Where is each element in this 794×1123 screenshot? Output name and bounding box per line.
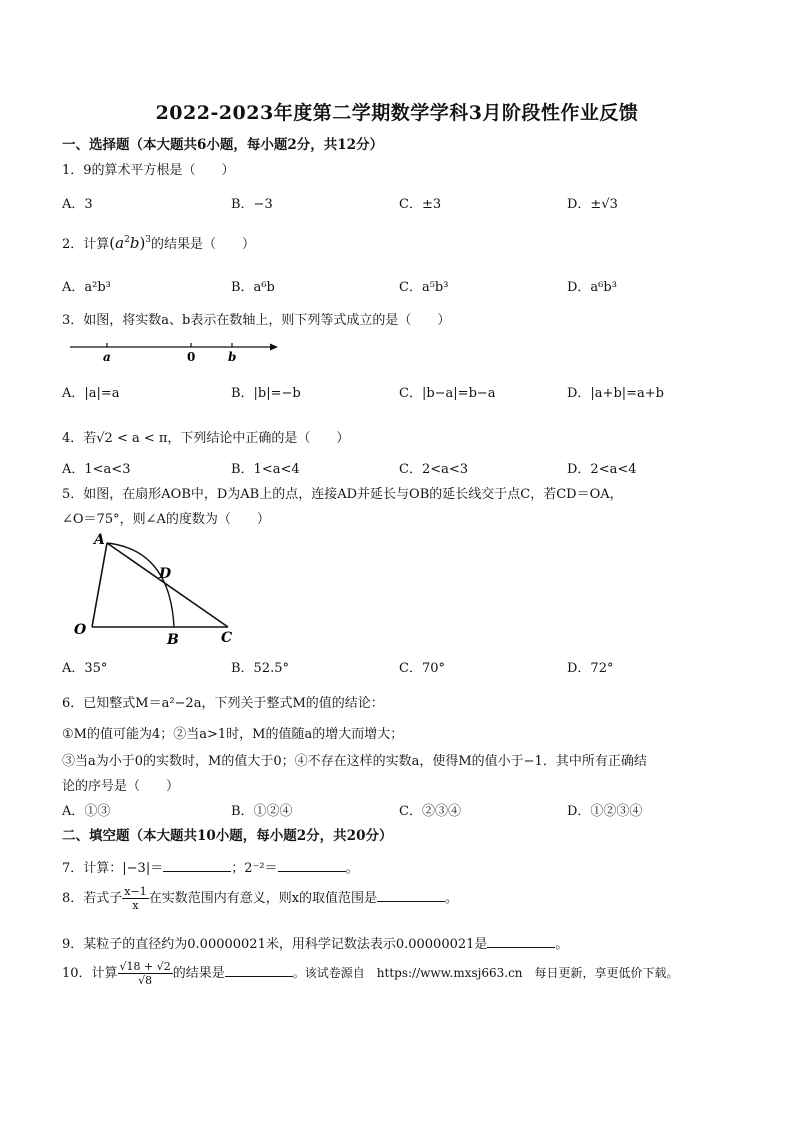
question-2-stem <box>62 233 255 252</box>
question-8 <box>62 885 458 912</box>
section-choice-heading: 一、选择题（本大题共6小题，每小题2分，共12分） <box>62 137 384 153</box>
question-8-end: 。 <box>445 891 459 906</box>
question-8-blank[interactable] <box>377 889 445 902</box>
sector-label-a: A <box>94 532 105 548</box>
question-1-option-b[interactable]: B．−3 <box>231 197 273 212</box>
question-8-fraction <box>122 885 148 912</box>
question-1-option-a[interactable]: A．3 <box>62 197 93 212</box>
question-5-option-b[interactable]: B．52.5° <box>231 661 289 676</box>
question-10-prefix: 10．计算 <box>62 966 118 981</box>
question-6-option-b[interactable]: B．①②④ <box>231 804 293 819</box>
question-9-end: 。 <box>555 937 569 952</box>
question-8-suffix: 在实数范围内有意义，则x的取值范围是 <box>148 891 378 906</box>
question-1-stem: 1．9的算术平方根是（ ） <box>62 163 235 178</box>
number-line-label-a: a <box>103 350 111 364</box>
question-6-stem-line-4: 论的序号是（ ） <box>62 779 180 794</box>
question-8-numerator: x−1 <box>124 885 147 898</box>
question-5-option-c[interactable]: C．70° <box>399 661 445 676</box>
sector-label-o: O <box>74 622 87 638</box>
question-9 <box>62 933 568 952</box>
question-7-blank-1[interactable] <box>163 859 231 872</box>
question-10 <box>62 960 679 987</box>
sector-label-c: C <box>221 630 233 646</box>
question-5-stem-line-2: ∠O＝75°，则∠A的度数为（ ） <box>62 512 270 527</box>
number-line-label-b: b <box>228 350 237 364</box>
section-fill-heading: 二、填空题（本大题共10小题，每小题2分，共20分） <box>62 828 393 844</box>
question-2-stem-suffix: 的结果是（ ） <box>151 237 256 252</box>
question-2-option-b[interactable]: B．a⁶b <box>231 280 275 295</box>
number-line-label-zero: 0 <box>187 350 196 364</box>
sector-label-b: B <box>167 632 179 648</box>
question-6-option-a[interactable]: A．①③ <box>62 804 111 819</box>
question-9-blank[interactable] <box>487 935 555 948</box>
question-10-end: 。该试卷源自 https://www.mxsj663.cn 每日更新，享更低价下载。 <box>292 966 679 980</box>
question-3-option-a[interactable]: A．|a|=a <box>62 386 120 401</box>
question-10-numerator: √18 + √2 <box>119 960 171 973</box>
question-8-denominator: x <box>132 899 139 912</box>
question-10-suffix: 的结果是 <box>172 966 225 981</box>
question-7-blank-2[interactable] <box>278 859 346 872</box>
question-6-option-c[interactable]: C．②③④ <box>399 804 461 819</box>
question-3-option-d[interactable]: D．|a+b|=a+b <box>567 386 665 401</box>
question-10-blank[interactable] <box>225 964 293 977</box>
question-8-prefix: 8．若式子 <box>62 891 123 906</box>
sector-figure <box>70 528 245 650</box>
question-7-prefix: 7．计算：|−3|＝ <box>62 861 164 876</box>
question-6-stem-line-1: 6．已知整式M＝a²−2a，下列关于整式M的值的结论： <box>62 696 384 711</box>
question-3-stem: 3．如图，将实数a、b表示在数轴上，则下列等式成立的是（ ） <box>62 313 451 328</box>
question-7-end: 。 <box>345 861 359 876</box>
question-2-option-a[interactable]: A．a²b³ <box>62 280 111 295</box>
question-3-option-b[interactable]: B．|b|=−b <box>231 386 301 401</box>
question-6-stem-line-2: ①M的值可能为4；②当a>1时，M的值随a的增大而增大； <box>62 727 404 742</box>
question-2-expression: $(a^2b)^3$ <box>109 234 152 252</box>
question-4-option-d[interactable]: D．2<a<4 <box>567 462 637 477</box>
number-line-figure <box>66 336 286 366</box>
question-7-mid: ；2⁻²＝ <box>231 861 278 876</box>
question-2-option-d[interactable]: D．a⁶b³ <box>567 280 617 295</box>
question-6-stem-line-3: ③当a为小于0的实数时，M的值大于0；④不存在这样的实数a，使得M的值小于−1．其中所有正确结 <box>62 754 647 769</box>
question-5-stem-line-1: 5．如图，在扇形AOB中，D为AB上的点，连接AD并延长与OB的延长线交于点C，若CD＝OA， <box>62 487 623 502</box>
question-9-text: 9．某粒子的直径约为0.00000021米，用科学记数法表示0.00000021是 <box>62 937 488 952</box>
question-10-denominator: √8 <box>138 974 153 987</box>
question-4-option-b[interactable]: B．1<a<4 <box>231 462 300 477</box>
question-6-option-d[interactable]: D．①②③④ <box>567 804 643 819</box>
question-4-stem: 4．若√2 < a < π，下列结论中正确的是（ ） <box>62 431 350 446</box>
question-1-option-d[interactable]: D．±√3 <box>567 197 618 212</box>
question-2-option-c[interactable]: C．a⁵b³ <box>399 280 449 295</box>
question-4-option-c[interactable]: C．2<a<3 <box>399 462 469 477</box>
question-1-option-c[interactable]: C．±3 <box>399 197 442 212</box>
question-3-option-c[interactable]: C．|b−a|=b−a <box>399 386 496 401</box>
question-5-option-d[interactable]: D．72° <box>567 661 614 676</box>
question-5-option-a[interactable]: A．35° <box>62 661 108 676</box>
question-10-fraction <box>118 960 173 987</box>
sector-label-d: D <box>159 566 172 582</box>
question-7 <box>62 857 359 876</box>
question-4-option-a[interactable]: A．1<a<3 <box>62 462 131 477</box>
question-2-stem-prefix: 2．计算 <box>62 237 110 252</box>
page-title: 2022-2023年度第二学期数学学科3月阶段性作业反馈 <box>155 102 639 124</box>
